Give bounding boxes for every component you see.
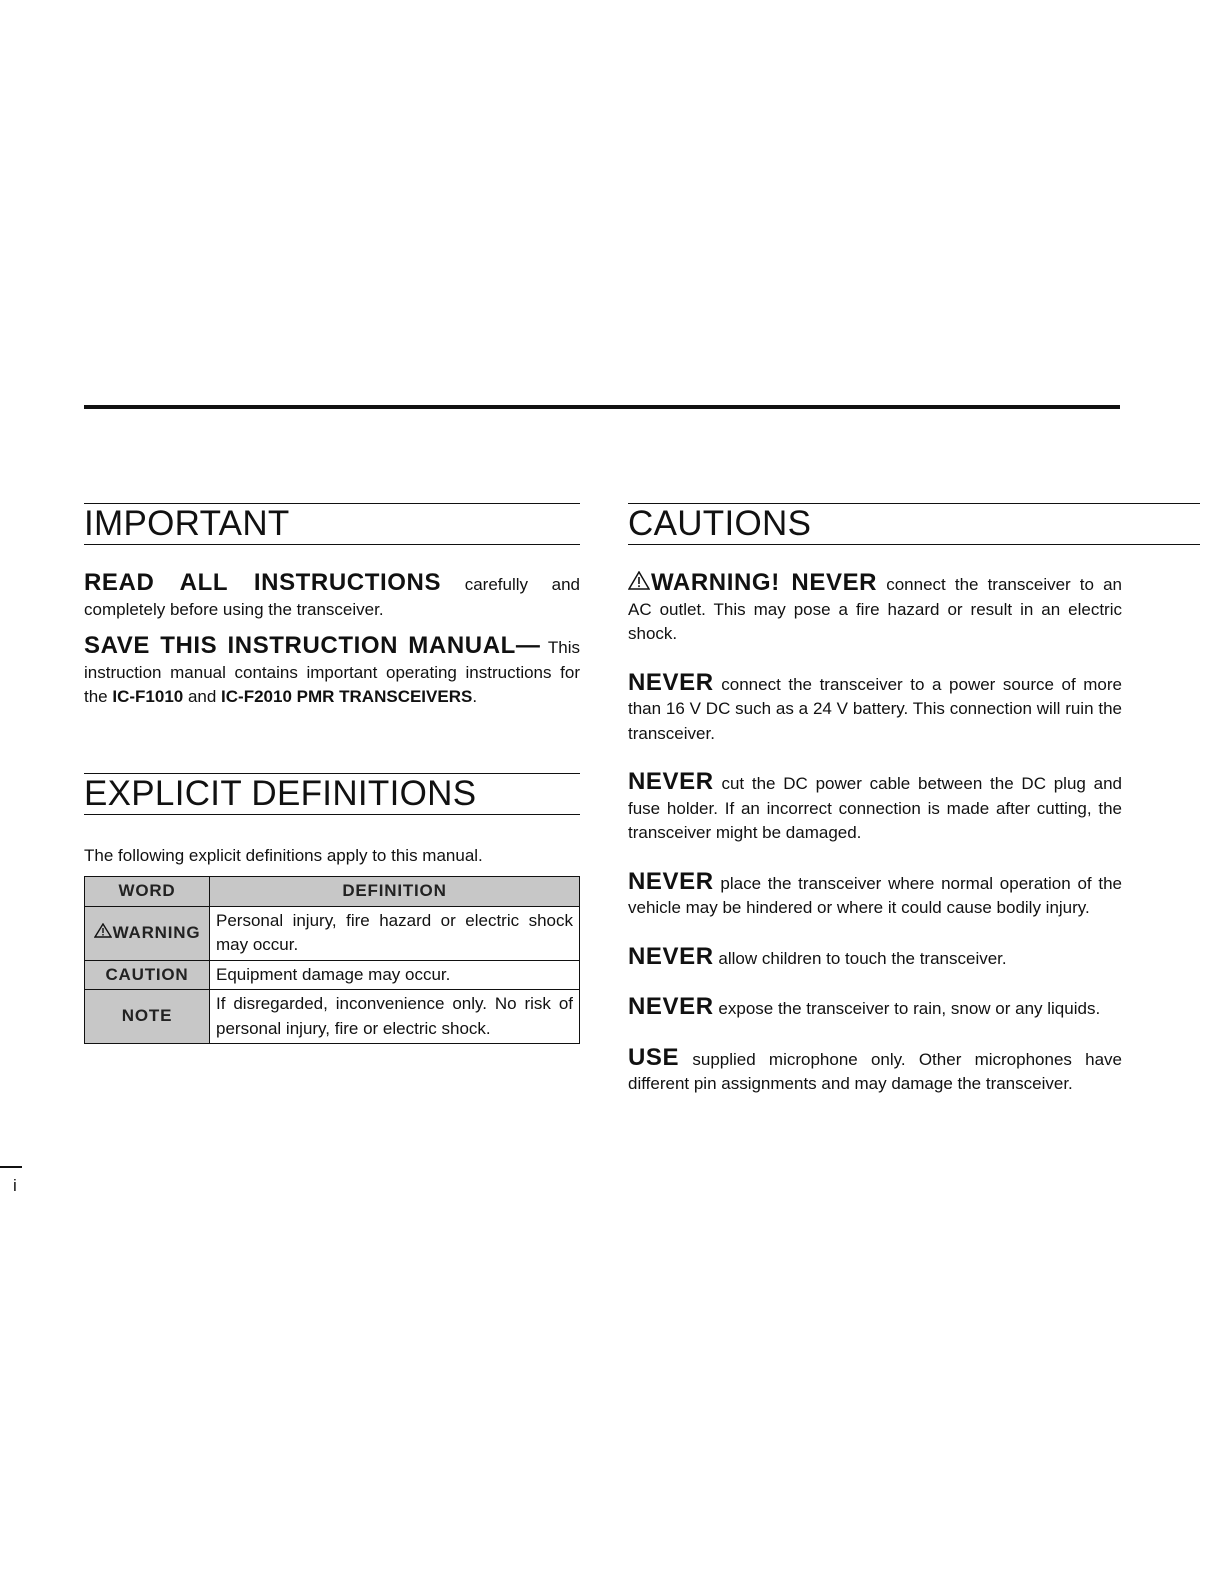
read-text: carefully and completely before using the transceiver. — [84, 575, 580, 619]
caution-lead: NEVER — [628, 768, 714, 795]
important-heading — [84, 503, 580, 545]
right-column — [628, 503, 1122, 1097]
caution-lead: NEVER — [628, 867, 714, 895]
model-2: IC-F2010 PMR TRANSCEIVERS — [221, 687, 473, 706]
table-definition-cell: Equipment damage may occur. — [210, 960, 580, 990]
read-lead: READ ALL INSTRUCTIONS — [84, 569, 442, 596]
caution-text: connect the transceiver to a power source of more than 16 V DC such as a 24 V battery. This connection will ruin the transceiver. — [628, 674, 1122, 743]
table-word-cell — [85, 906, 210, 960]
save-text-3: . — [472, 687, 478, 706]
caution-item — [628, 1043, 1122, 1097]
caution-item — [628, 867, 1122, 921]
table-row — [85, 990, 580, 1044]
table-definition-cell: Personal injury, fire hazard or electric shock may occur. — [210, 906, 580, 960]
important-title: IMPORTANT — [84, 504, 290, 543]
model-1: IC-F1010 — [112, 687, 184, 706]
top-rule — [84, 405, 1120, 409]
caution-text: place the transceiver where normal operation of the vehicle may be hindered or where it could cause bodily injury. — [628, 873, 1122, 917]
caution-text: connect the transceiver to an AC outlet. This may pose a fire hazard or result in an electric shock. — [628, 575, 1122, 643]
cautions-title: CAUTIONS — [628, 504, 812, 543]
definition-column-header: DEFINITION — [210, 877, 580, 907]
definitions-title: EXPLICIT DEFINITIONS — [84, 773, 477, 813]
caution-lead: WARNING! NEVER — [651, 569, 878, 596]
caution-item — [628, 995, 1122, 1022]
left-column — [84, 503, 580, 1044]
page-number: i — [13, 1176, 17, 1195]
table-definition-cell: If disregarded, inconvenience only. No risk of personal injury, fire or electric shock. — [210, 990, 580, 1044]
table-row — [85, 960, 580, 990]
caution-lead: USE — [628, 1043, 680, 1071]
save-text-1: This instruction manual contains important operating instructions for the — [84, 638, 580, 706]
warning-triangle-icon — [628, 571, 650, 598]
read-instructions-paragraph — [84, 571, 580, 622]
caution-item — [628, 571, 1122, 647]
definitions-heading — [84, 773, 580, 815]
caution-item — [628, 770, 1122, 846]
table-word-cell: CAUTION — [85, 960, 210, 990]
word-column-header: WORD — [85, 877, 210, 907]
definitions-intro: The following explicit definitions apply to this manual. — [84, 845, 483, 865]
cautions-heading — [628, 503, 1200, 545]
caution-text: allow children to touch the transceiver. — [713, 948, 1007, 968]
table-row — [85, 906, 580, 960]
caution-lead: NEVER — [628, 668, 714, 696]
table-header-row — [85, 877, 580, 907]
warning-triangle-icon — [94, 921, 112, 946]
page-number-rule — [0, 1166, 22, 1168]
caution-text: expose the transceiver to rain, snow or any liquids. — [713, 999, 1101, 1018]
save-lead: SAVE THIS INSTRUCTION MANUAL— — [84, 632, 541, 659]
save-text-2: and — [183, 687, 222, 706]
save-manual-paragraph — [84, 634, 580, 710]
word-label: WARNING — [112, 922, 201, 942]
caution-lead: NEVER — [628, 942, 714, 970]
caution-item — [628, 668, 1122, 747]
table-word-cell: NOTE — [85, 990, 210, 1044]
definitions-table — [84, 876, 580, 1044]
caution-item — [628, 942, 1122, 972]
caution-lead: NEVER — [628, 993, 714, 1020]
caution-text: supplied microphone only. Other microphones have different pin assignments and may damage the transceiver. — [628, 1049, 1122, 1093]
caution-text: cut the DC power cable between the DC plug and fuse holder. If an incorrect connection is made after cutting, the transceiver might be damaged. — [628, 774, 1122, 842]
